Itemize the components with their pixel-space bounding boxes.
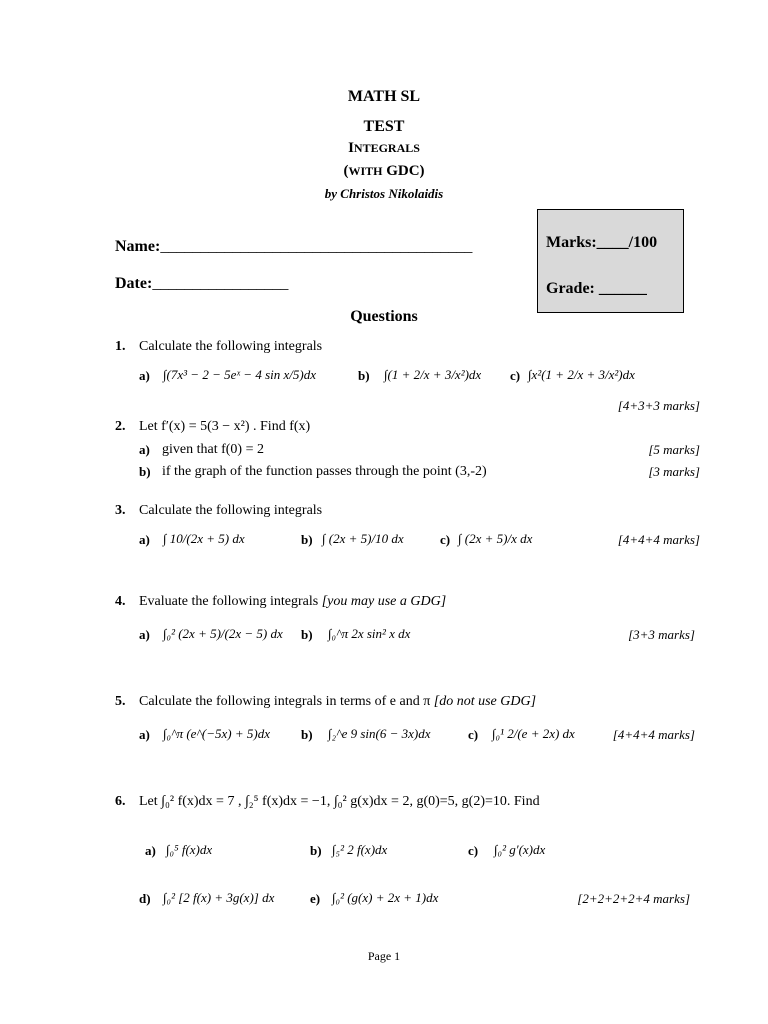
q3-a-expr: ∫ 10/(2x + 5) dx (163, 531, 245, 546)
topic-title: INTEGRALS (348, 140, 420, 156)
q1-c-label: c) (510, 368, 521, 383)
gdc-note: (WITH GDC) (343, 163, 425, 179)
q1-a-label: a) (139, 368, 150, 383)
page-number: Page 1 (367, 949, 401, 963)
q3-c-expr: ∫ (2x + 5)/x dx (458, 531, 533, 546)
q6-b-label: b) (310, 843, 322, 858)
q5-number: 5. (115, 694, 126, 709)
q2-a-label: a) (139, 442, 150, 457)
grade-label: Grade: ______ (546, 280, 647, 297)
q1-text: Calculate the following integrals (139, 339, 323, 354)
test-title: TEST (363, 118, 405, 135)
q6-a-expr: ∫₀⁵ f(x)dx (166, 842, 213, 857)
q2-a-marks: [5 marks] (648, 442, 700, 457)
q1-marks: [4+3+3 marks] (617, 398, 700, 413)
q5-c-expr: ∫₀¹ 2/(e + 2x) dx (492, 726, 575, 741)
q4-marks: [3+3 marks] (628, 627, 695, 642)
q1-number: 1. (115, 339, 126, 354)
q2-b-marks: [3 marks] (648, 464, 700, 479)
q3-marks: [4+4+4 marks] (617, 532, 700, 547)
q5-c-label: c) (468, 727, 479, 742)
q6-number: 6. (115, 794, 126, 809)
name-label: Name: (115, 238, 161, 255)
q4-a-expr: ∫₀² (2x + 5)/(2x − 5) dx (163, 626, 283, 641)
name-field[interactable] (115, 238, 472, 256)
date-label: Date: (115, 275, 153, 292)
q6-a-label: a) (145, 843, 156, 858)
q5-text: Calculate the following integrals in terms of e and π [do not use GDG] (139, 694, 537, 709)
q2-text: Let f′(x) = 5(3 − x²) . Find f(x) (139, 419, 311, 434)
q3-text: Calculate the following integrals (139, 503, 323, 518)
q2-b-text: if the graph of the function passes through the point (3,-2) (162, 464, 487, 479)
q6-c-label: c) (468, 843, 479, 858)
q6-e-expr: ∫₀² (g(x) + 2x + 1)dx (332, 890, 439, 905)
q5-a-label: a) (139, 727, 150, 742)
questions-heading: Questions (350, 308, 418, 325)
author-line: by Christos Nikolaidis (324, 186, 444, 201)
q2-b-label: b) (139, 464, 151, 479)
name-line: _______________________________________ (160, 238, 473, 255)
q3-b-expr: ∫ (2x + 5)/10 dx (322, 531, 404, 546)
q2-number: 2. (115, 419, 126, 434)
q5-b-label: b) (301, 727, 313, 742)
q4-a-label: a) (139, 627, 150, 642)
q1-a-expr: ∫(7x³ − 2 − 5eˣ − 4 sin x/5)dx (163, 367, 316, 382)
q4-b-expr: ∫₀^π 2x sin² x dx (328, 626, 411, 641)
q4-b-label: b) (301, 627, 313, 642)
q6-c-expr: ∫₀² g′(x)dx (494, 842, 546, 857)
q4-number: 4. (115, 594, 126, 609)
q6-b-expr: ∫₅² 2 f(x)dx (332, 842, 388, 857)
q5-marks: [4+4+4 marks] (612, 727, 695, 742)
q1-b-expr: ∫(1 + 2/x + 3/x²)dx (384, 367, 482, 382)
q6-d-label: d) (139, 891, 151, 906)
q3-number: 3. (115, 503, 126, 518)
q5-b-expr: ∫₂^e 9 sin(6 − 3x)dx (328, 726, 431, 741)
q6-e-label: e) (310, 891, 321, 906)
marks-label: Marks:____/100 (546, 234, 658, 251)
q4-text: Evaluate the following integrals [you may use a GDG] (139, 594, 447, 609)
marks-box (537, 209, 684, 313)
q3-c-label: c) (440, 532, 451, 547)
q6-d-expr: ∫₀² [2 f(x) + 3g(x)] dx (163, 890, 275, 905)
q6-marks: [2+2+2+2+4 marks] (577, 891, 690, 906)
date-line: _________________ (152, 275, 289, 292)
q2-a-text: given that f(0) = 2 (162, 442, 264, 457)
course-title: MATH SL (347, 88, 421, 105)
q1-b-label: b) (358, 368, 370, 383)
q3-b-label: b) (301, 532, 313, 547)
date-field[interactable] (115, 275, 288, 293)
q3-a-label: a) (139, 532, 150, 547)
q5-a-expr: ∫₀^π (e^(−5x) + 5)dx (163, 726, 270, 741)
q6-text: Let ∫₀² f(x)dx = 7 , ∫₂⁵ f(x)dx = −1, ∫₀² g(x)dx = 2, g(0)=5, g(2)=10. Find (139, 794, 540, 809)
q1-c-expr: ∫x²(1 + 2/x + 3/x²)dx (528, 367, 635, 382)
